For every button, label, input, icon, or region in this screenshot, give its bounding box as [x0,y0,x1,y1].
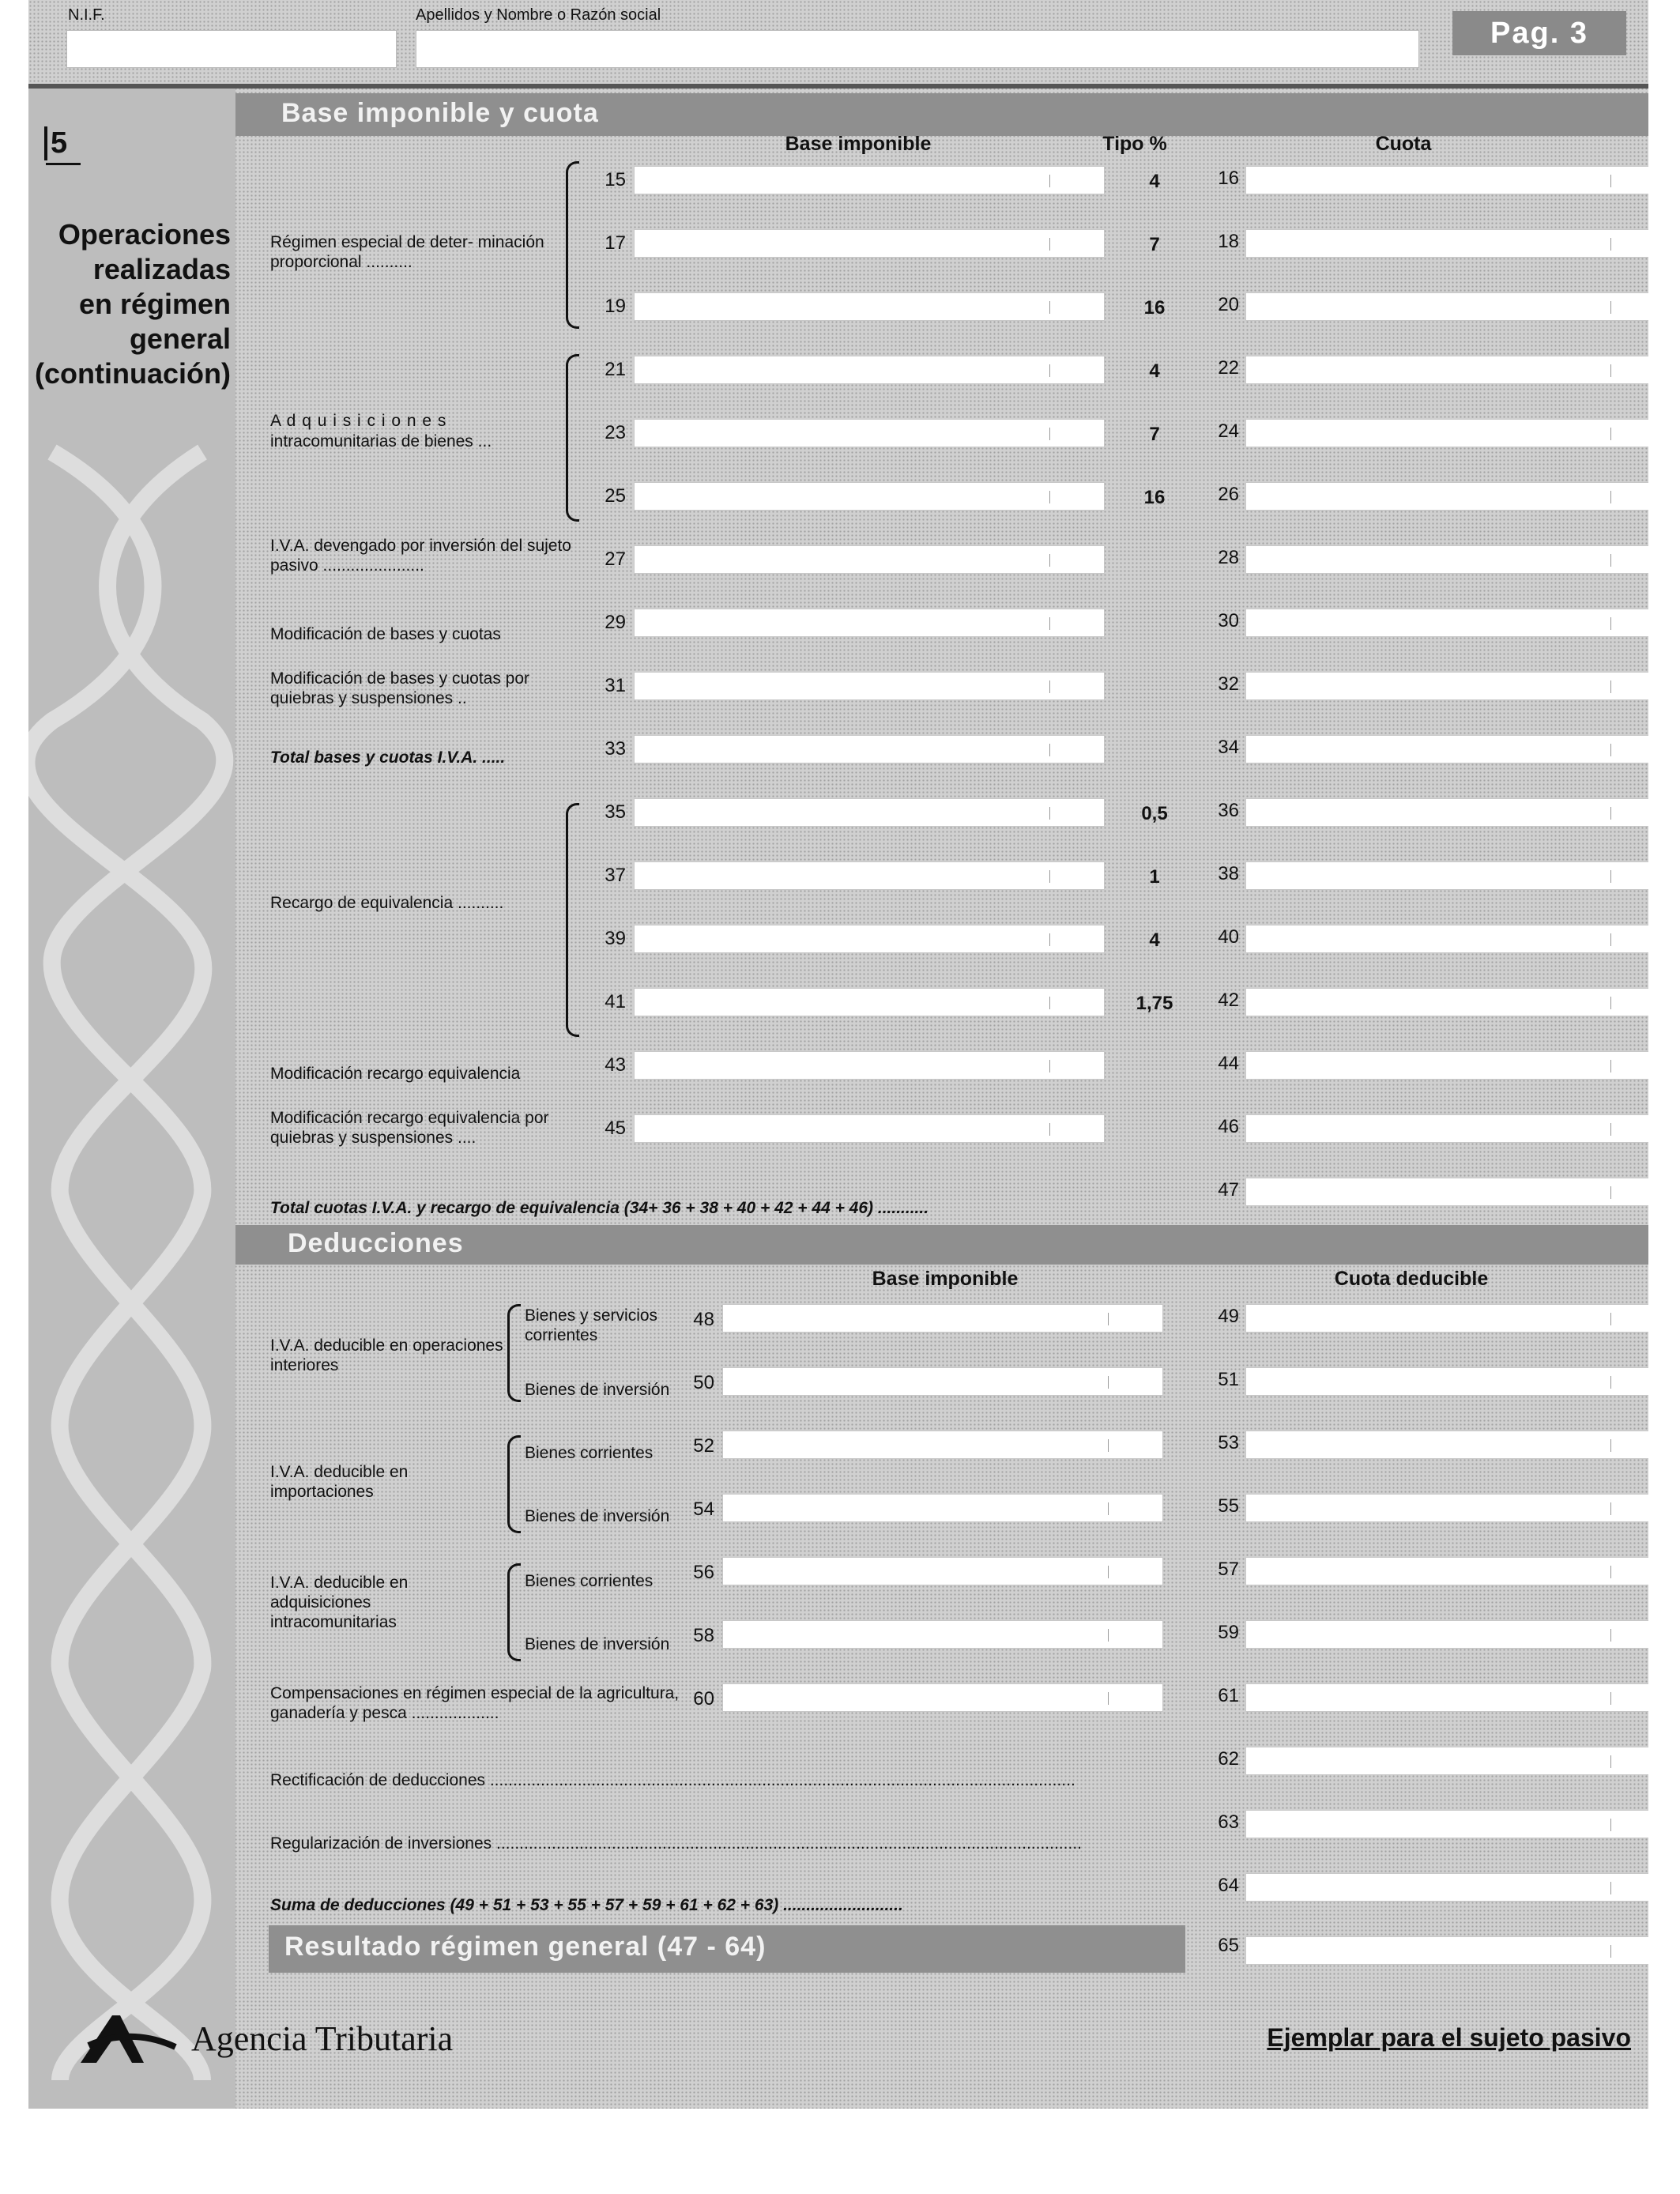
nif-label: N.I.F. [68,6,105,24]
box-number-37: 37 [605,865,626,886]
box-number-24: 24 [1218,420,1239,442]
label-bienes-servicios: Bienes y servicios corrientes [525,1306,658,1344]
box-number-26: 26 [1218,484,1239,505]
box-number-52: 52 [693,1435,714,1457]
box-number-54: 54 [693,1498,714,1520]
cuota-field-36[interactable] [1245,798,1648,827]
box-number-64: 64 [1218,1875,1239,1896]
box-number-36: 36 [1218,800,1239,821]
box-number-20: 20 [1218,294,1239,315]
box-number-40: 40 [1218,926,1239,948]
resultado-field[interactable] [1245,1936,1648,1965]
col-cuota: Cuota [1375,133,1432,155]
cuota-field-46[interactable] [1245,1114,1648,1143]
section-number: 5 [44,126,67,160]
label-total-cuotas: Total cuotas I.V.A. y recargo de equivalencia (34+ 36 + 38 + 40 + 42 + 44 + 46) ........... [270,1199,929,1217]
label-regimen-especial: Régimen especial de deter- minación proporcional .......... [270,233,544,271]
box-number-48: 48 [693,1309,714,1330]
box-number-28: 28 [1218,547,1239,568]
box-number-15: 15 [605,169,626,190]
rate-35: 0,5 [1141,803,1168,824]
label-suma: Suma de deducciones (49 + 51 + 53 + 55 + 57 + 59 + 61 + 62 + 63) .......................... [270,1896,903,1914]
label-adquisiciones-b: intracomunitarias de bienes ... [270,432,492,450]
label-rectificacion: Rectificación de deducciones ............................................................................................................................... [270,1771,1075,1789]
box-number-47: 47 [1218,1179,1239,1201]
base-field-41[interactable] [634,988,1105,1016]
ded-base-field-48[interactable] [722,1304,1163,1333]
label-bienes-inversion-2: Bienes de inversión [525,1507,670,1525]
base-field-23[interactable] [634,419,1105,447]
base-field-31[interactable] [634,672,1105,700]
brace-interiores [507,1304,521,1402]
base-field-37[interactable] [634,861,1105,890]
box-number-45: 45 [605,1118,626,1139]
ded-base-field-60[interactable] [722,1683,1163,1712]
ded-cuota-field-51[interactable] [1245,1367,1648,1396]
box-number-43: 43 [605,1054,626,1076]
col-base-imponible-ded: Base imponible [872,1268,1019,1290]
label-compensaciones: Compensaciones en régimen especial de la agricultura, ganadería y pesca ................... [270,1684,680,1722]
rate-19: 16 [1143,297,1166,319]
ded-cuota-field-61[interactable] [1245,1683,1648,1712]
label-iva-importaciones: I.V.A. deducible en importaciones [270,1463,409,1501]
box-number-39: 39 [605,928,626,949]
box-number-32: 32 [1218,673,1239,695]
box-number-60: 60 [693,1688,714,1710]
base-field-19[interactable] [634,292,1105,321]
box-number-34: 34 [1218,737,1239,758]
box-number-61: 61 [1218,1685,1239,1706]
cuota-field-20[interactable] [1245,292,1648,321]
cuota-field-22[interactable] [1245,356,1648,384]
ded-cuota-field-64[interactable] [1245,1873,1648,1902]
cuota-field-24[interactable] [1245,419,1648,447]
label-iva-interiores: I.V.A. deducible en operaciones interiores [270,1336,503,1374]
section-side-panel [28,89,235,2109]
rate-39: 4 [1149,929,1160,951]
ded-cuota-field-59[interactable] [1245,1620,1648,1649]
agencia-logo-icon [73,2007,183,2071]
base-field-15[interactable] [634,166,1105,194]
name-input[interactable] [416,30,1419,68]
box-number-62: 62 [1218,1748,1239,1770]
box-number-46: 46 [1218,1116,1239,1137]
ded-cuota-field-49[interactable] [1245,1304,1648,1333]
box-number-29: 29 [605,612,626,633]
label-bienes-inversion-1: Bienes de inversión [525,1381,670,1399]
box-number-57: 57 [1218,1559,1239,1580]
label-bienes-corrientes-2: Bienes corrientes [525,1572,654,1590]
agencia-name: Agencia Tributaria [191,2019,454,2058]
label-mod-recargo: Modificación recargo equivalencia [270,1065,521,1083]
section-title: Operaciones realizadas en régimen general (continuación) [35,218,231,390]
base-field-43[interactable] [634,1051,1105,1080]
label-bienes-corrientes-1: Bienes corrientes [525,1444,654,1462]
rate-21: 4 [1149,360,1160,382]
nif-input[interactable] [66,30,397,68]
cuota-field-40[interactable] [1245,925,1648,953]
cuota-field-16[interactable] [1245,166,1648,194]
ded-cuota-field-63[interactable] [1245,1810,1648,1838]
label-iva-devengado: I.V.A. devengado por inversión del sujeto pasivo ...................... [270,537,571,575]
cuota-field-38[interactable] [1245,861,1648,890]
brace-adquisiciones [566,354,579,522]
cuota-field-47[interactable] [1245,1178,1648,1206]
col-base-imponible: Base imponible [785,133,932,155]
header-rule [28,84,1648,89]
base-field-17[interactable] [634,229,1105,258]
box-number-56: 56 [693,1562,714,1583]
label-regularizacion: Regularización de inversiones ............................................................................................................................... [270,1834,1082,1853]
name-label: Apellidos y Nombre o Razón social [416,6,661,24]
base-field-35[interactable] [634,798,1105,827]
label-mod-recargo-quiebras: Modificación recargo equivalencia por quiebras y suspensiones .... [270,1109,549,1147]
ded-base-field-56[interactable] [722,1557,1163,1585]
base-field-25[interactable] [634,482,1105,511]
box-number-41: 41 [605,991,626,1012]
cuota-field-30[interactable] [1245,609,1648,637]
brace-regimen [566,161,579,329]
box-number-16: 16 [1218,168,1239,189]
label-iva-intracomunitarias: I.V.A. deducible en adquisiciones intracomunitarias [270,1574,409,1631]
rate-41: 1,75 [1136,993,1173,1014]
ded-base-field-54[interactable] [722,1494,1163,1522]
box-number-18: 18 [1218,231,1239,252]
rate-25: 16 [1143,487,1166,508]
box-number-31: 31 [605,675,626,696]
box-number-44: 44 [1218,1053,1239,1074]
box-number-33: 33 [605,738,626,760]
label-adquisiciones-a: A d q u i s i c i o n e s [270,412,447,430]
box-number-59: 59 [1218,1622,1239,1643]
box-number-30: 30 [1218,610,1239,631]
base-field-39[interactable] [634,925,1105,953]
cuota-field-44[interactable] [1245,1051,1648,1080]
page-number: Pag. 3 [1452,11,1626,55]
box-number-22: 22 [1218,357,1239,379]
cuota-field-32[interactable] [1245,672,1648,700]
section-number-underline [46,163,81,165]
ded-cuota-field-57[interactable] [1245,1557,1648,1585]
box-number-53: 53 [1218,1432,1239,1453]
box-number-38: 38 [1218,863,1239,884]
base-field-33[interactable] [634,735,1105,763]
brace-intracomunitarias [507,1563,521,1661]
label-bienes-inversion-3: Bienes de inversión [525,1635,670,1653]
ded-cuota-field-55[interactable] [1245,1494,1648,1522]
label-modificacion: Modificación de bases y cuotas [270,625,501,643]
ded-cuota-field-53[interactable] [1245,1431,1648,1459]
box-number-63: 63 [1218,1811,1239,1833]
cuota-field-26[interactable] [1245,482,1648,511]
box-number-49: 49 [1218,1306,1239,1327]
brace-recargo [566,803,579,1037]
base-field-27[interactable] [634,545,1105,574]
box-number-65: 65 [1218,1935,1239,1956]
label-total-bases: Total bases y cuotas I.V.A. ..... [270,748,506,767]
ded-base-field-52[interactable] [722,1431,1163,1459]
rate-17: 7 [1149,234,1160,255]
box-number-51: 51 [1218,1369,1239,1390]
base-field-45[interactable] [634,1114,1105,1143]
cuota-field-42[interactable] [1245,988,1648,1016]
brace-importaciones [507,1435,521,1533]
col-cuota-deducible: Cuota deducible [1334,1268,1489,1290]
cuota-field-28[interactable] [1245,545,1648,574]
rate-23: 7 [1149,424,1160,445]
base-cuota-title: Base imponible y cuota [281,98,599,128]
rate-37: 1 [1149,866,1160,888]
label-modificacion-quiebras: Modificación de bases y cuotas por quiebras y suspensiones .. [270,669,530,707]
cuota-field-18[interactable] [1245,229,1648,258]
form-sheet [28,0,1648,2109]
box-number-21: 21 [605,359,626,380]
dna-watermark-icon [28,89,235,2109]
box-number-35: 35 [605,801,626,823]
box-number-17: 17 [605,232,626,254]
box-number-58: 58 [693,1625,714,1646]
box-number-23: 23 [605,422,626,443]
ejemplar-link[interactable]: Ejemplar para el sujeto pasivo [1267,2023,1631,2052]
box-number-50: 50 [693,1372,714,1393]
box-number-27: 27 [605,548,626,570]
ded-base-field-58[interactable] [722,1620,1163,1649]
col-tipo: Tipo % [1102,133,1167,155]
box-number-25: 25 [605,485,626,507]
resultado-title: Resultado régimen general (47 - 64) [284,1932,767,1962]
box-number-42: 42 [1218,990,1239,1011]
ded-base-field-50[interactable] [722,1367,1163,1396]
box-number-19: 19 [605,296,626,317]
deducciones-title: Deducciones [288,1228,464,1258]
ded-cuota-field-62[interactable] [1245,1747,1648,1775]
label-recargo: Recargo de equivalencia .......... [270,894,504,912]
base-field-29[interactable] [634,609,1105,637]
rate-15: 4 [1149,171,1160,192]
box-number-55: 55 [1218,1495,1239,1517]
base-field-21[interactable] [634,356,1105,384]
cuota-field-34[interactable] [1245,735,1648,763]
